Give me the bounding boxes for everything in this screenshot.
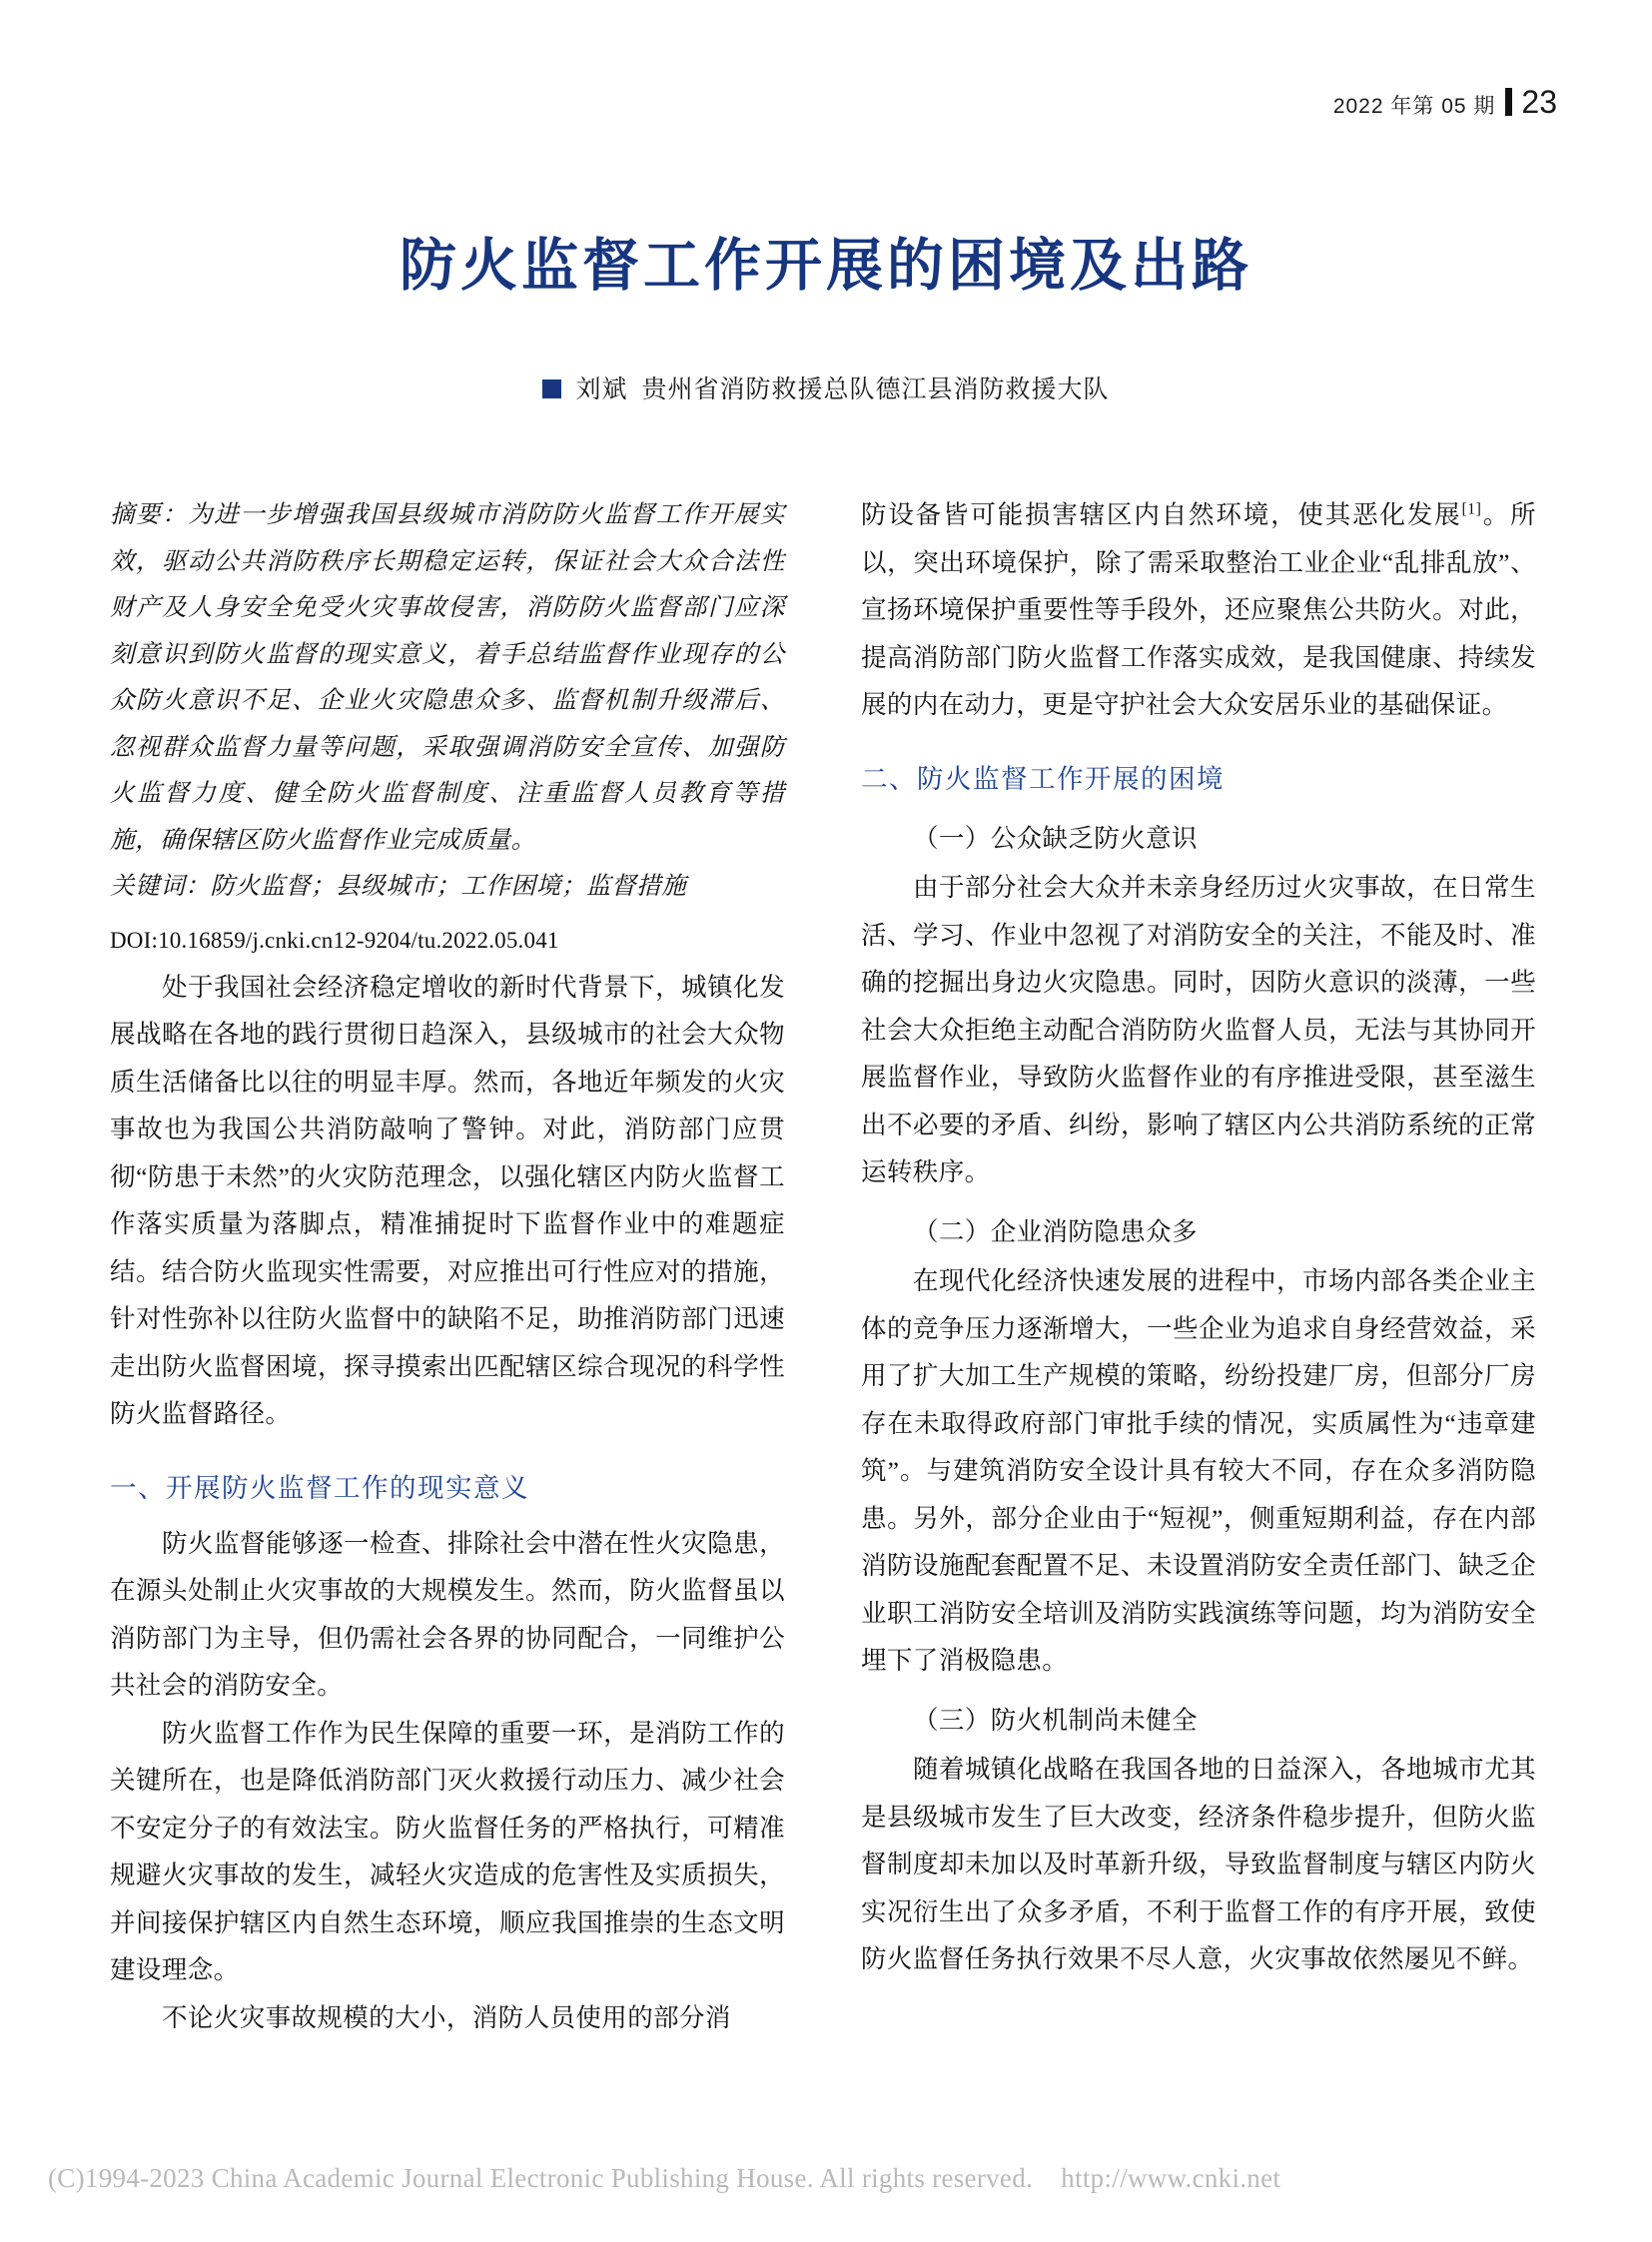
- right-column: [861, 491, 1536, 1983]
- copyright-footer: (C)1994-2023 China Academic Journal Electronic Publishing House. All rights reserved. http://www.cnki.net: [48, 2163, 1281, 2193]
- section-heading-1: 一、开展防火监督工作的现实意义: [110, 1472, 529, 1503]
- section-heading-2: 二、防火监督工作开展的困境: [861, 763, 1225, 794]
- subsection-heading-3: （三）防火机制尚未健全: [913, 1705, 1198, 1735]
- page-title: 防火监督工作开展的困境及出路: [400, 235, 1252, 299]
- body-paragraph: 处于我国社会经济稳定增收的新时代背景下，城镇化发展战略在各地的践行贯彻日趋深入，县级城市的社会大众物质生活储备比以往的明显丰厚。然而，各地近年频发的火灾事故也为我国公共消防敲响了警钟。对此，消防部门应贯彻“防患于未然”的火灾防范理念，以强化辖区内防火监督工作落实质量为落脚点，精准捕捉时下监督作业中的难题症结。结合防火监现实性需要，对应推出可行性应对的措施，针对性弥补以往防火监督中的缺陷不足，助推消防部门迅速走出防火监督困境，探寻摸索出匹配辖区综合现况的科学性防火监督路径。: [110, 972, 785, 1428]
- left-column: [110, 491, 785, 2041]
- page-number: 23: [1505, 86, 1557, 118]
- body-paragraph: 随着城镇化战略在我国各地的日益深入，各地城市尤其是县级城市发生了巨大改变，经济条件稳步提升，但防火监督制度却未加以及时革新升级，导致监督制度与辖区内防火实况衍生出了众多矛盾，不利于监督工作的有序开展，致使防火监督任务执行效果不尽人意，火灾事故依然屡见不鲜。: [861, 1755, 1536, 1973]
- body-paragraph: 防火监督能够逐一检查、排除社会中潜在性火灾隐患，在源头处制止火灾事故的大规模发生。然而，防火监督虽以消防部门为主导，但仍需社会各界的协同配合，一同维护公共社会的消防安全。: [110, 1528, 785, 1700]
- byline: [0, 370, 1652, 405]
- body-paragraph: 防火监督工作作为民生保障的重要一环，是消防工作的关键所在，也是降低消防部门灭火救援行动压力、减少社会不安定分子的有效法宝。防火监督任务的严格执行，可精准规避火灾事故的发生，减轻火灾造成的危害性及实质损失，并间接保护辖区内自然生态环境，顺应我国推崇的生态文明建设理念。: [110, 1718, 785, 1984]
- continuation-rest: 。所以，突出环境保护，除了需采取整治工业企业“乱排乱放”、宣扬环境保护重要性等手段外，还应聚焦公共防火。对此，提高消防部门防火监督工作落实成效，是我国健康、持续发展的内在动力，更是守护社会大众安居乐业的基础保证。: [861, 500, 1536, 719]
- subsection-heading-1: （一）公众缺乏防火意识: [913, 823, 1198, 853]
- reference-marker: [1]: [1461, 500, 1482, 518]
- doi: DOI:10.16859/j.cnki.cn12-9204/tu.2022.05.041: [110, 927, 559, 953]
- body-paragraph: 不论火灾事故规模的大小，消防人员使用的部分消: [162, 2002, 731, 2032]
- author-affiliation: 贵州省消防救援总队德江县消防救援大队: [641, 375, 1110, 403]
- abstract: 摘要：为进一步增强我国县级城市消防防火监督工作开展实效，驱动公共消防秩序长期稳定运转，保证社会大众合法性财产及人身安全免受火灾事故侵害，消防防火监督部门应深刻意识到防火监督的现实意义，着手总结监督作业现存的公众防火意识不足、企业火灾隐患众多、监督机制升级滞后、忽视群众监督力量等问题，采取强调消防安全宣传、加强防火监督力度、健全防火监督制度、注重监督人员教育等措施，确保辖区防火监督作业完成质量。: [110, 499, 785, 854]
- author-name: 刘斌: [575, 375, 628, 403]
- subsection-heading-2: （二）企业消防隐患众多: [913, 1216, 1198, 1246]
- running-head: [1333, 86, 1557, 120]
- body-paragraph-continuation: [861, 491, 1536, 729]
- keywords: 关键词：防火监督；县级城市；工作困境；监督措施: [110, 871, 687, 900]
- square-marker-icon: [542, 379, 561, 398]
- continuation-text: 防设备皆可能损害辖区内自然环境，使其恶化发展: [861, 500, 1462, 529]
- body-paragraph: 由于部分社会大众并未亲身经历过火灾事故，在日常生活、学习、作业中忽视了对消防安全的关注，不能及时、准确的挖掘出身边火灾隐患。同时，因防火意识的淡薄，一些社会大众拒绝主动配合消防防火监督人员，无法与其协同开展监督作业，导致防火监督作业的有序推进受限，甚至滋生出不必要的矛盾、纠纷，影响了辖区内公共消防系统的正常运转秩序。: [861, 873, 1536, 1186]
- body-paragraph: 在现代化经济快速发展的进程中，市场内部各类企业主体的竞争压力逐渐增大，一些企业为追求自身经营效益，采用了扩大加工生产规模的策略，纷纷投建厂房，但部分厂房存在未取得政府部门审批手续的情况，实质属性为“违章建筑”。与建筑消防安全设计具有较大不同，存在众多消防隐患。另外，部分企业由于“短视”，侧重短期利益，存在内部消防设施配套配置不足、未设置消防安全责任部门、缺乏企业职工消防安全培训及消防实践演练等问题，均为消防安全埋下了消极隐患。: [861, 1266, 1536, 1675]
- issue-label: 2022 年第 05 期: [1332, 95, 1496, 118]
